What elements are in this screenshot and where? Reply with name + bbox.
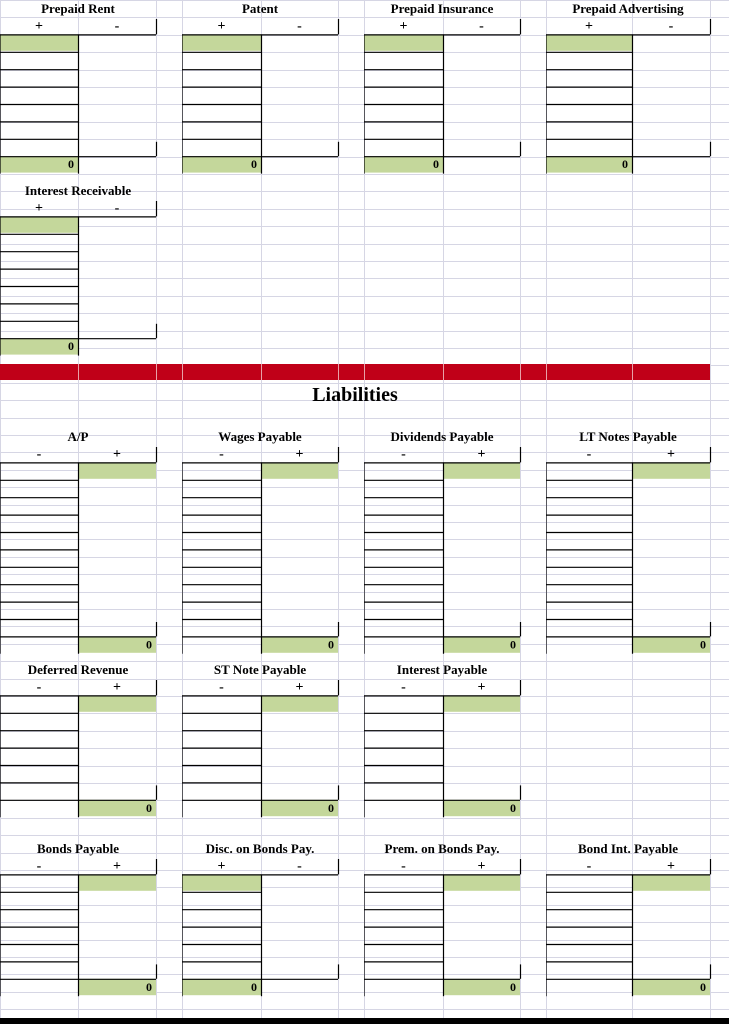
t-account-title: Prepaid Advertising bbox=[572, 1, 684, 16]
left-sign: - bbox=[219, 680, 224, 695]
balance-value: 0 bbox=[251, 157, 257, 172]
t-account-title: A/P bbox=[67, 429, 89, 444]
t-account-dividends-payable bbox=[364, 429, 521, 654]
t-account-title: ST Note Payable bbox=[213, 662, 307, 677]
left-sign: - bbox=[219, 447, 224, 462]
balance-value: 0 bbox=[700, 979, 706, 994]
left-sign: - bbox=[401, 680, 406, 695]
t-account-title: Wages Payable bbox=[218, 429, 302, 444]
t-account-title: Dividends Payable bbox=[390, 429, 494, 444]
balance-cell[interactable] bbox=[78, 636, 156, 652]
section-title-liabilities: Liabilities bbox=[312, 384, 398, 406]
right-sign: - bbox=[114, 201, 120, 216]
balance-cell[interactable] bbox=[632, 636, 710, 652]
balance-value: 0 bbox=[328, 637, 334, 652]
opening-entry-cell[interactable] bbox=[261, 462, 338, 478]
right-sign: + bbox=[295, 680, 304, 695]
right-sign: - bbox=[479, 19, 484, 34]
t-account-wages-payable bbox=[182, 429, 339, 654]
left-sign: - bbox=[401, 447, 406, 462]
opening-entry-cell[interactable] bbox=[443, 695, 520, 711]
balance-value: 0 bbox=[146, 979, 152, 994]
t-account-title: Bonds Payable bbox=[37, 841, 119, 856]
balance-cell[interactable] bbox=[78, 800, 156, 816]
opening-entry-cell[interactable] bbox=[261, 695, 338, 711]
left-sign: - bbox=[36, 859, 42, 874]
t-account-prem-on-bonds-pay bbox=[364, 841, 521, 996]
left-sign: - bbox=[586, 859, 592, 874]
t-account-title: Prem. on Bonds Pay. bbox=[384, 841, 500, 856]
balance-value: 0 bbox=[510, 800, 516, 815]
t-account-title: Interest Payable bbox=[396, 662, 488, 677]
t-account-lt-notes-payable bbox=[546, 429, 711, 654]
bottom-border-line bbox=[0, 1018, 729, 1024]
balance-value: 0 bbox=[328, 800, 334, 815]
balance-value: 0 bbox=[146, 637, 152, 652]
left-sign: + bbox=[217, 859, 226, 874]
balance-value: 0 bbox=[510, 979, 516, 994]
balance-cell[interactable] bbox=[443, 636, 520, 652]
balance-value: 0 bbox=[433, 157, 439, 172]
balance-cell[interactable] bbox=[546, 156, 632, 172]
balance-value: 0 bbox=[251, 979, 257, 994]
balance-value: 0 bbox=[68, 157, 74, 172]
right-sign: - bbox=[114, 19, 120, 34]
bottom-border bbox=[0, 1018, 729, 1024]
t-account-title: Deferred Revenue bbox=[27, 662, 129, 677]
opening-entry-cell[interactable] bbox=[546, 34, 632, 50]
balance-value: 0 bbox=[622, 157, 628, 172]
t-account-title: Prepaid Insurance bbox=[390, 1, 494, 16]
opening-entry-cell[interactable] bbox=[182, 874, 261, 890]
t-account-title: Prepaid Rent bbox=[41, 1, 115, 16]
left-sign: + bbox=[217, 19, 226, 34]
right-sign: - bbox=[297, 859, 302, 874]
section-divider-bar bbox=[0, 364, 710, 380]
balance-cell[interactable] bbox=[182, 156, 261, 172]
section-bar-fill bbox=[0, 364, 710, 380]
left-sign: - bbox=[36, 680, 42, 695]
balance-cell[interactable] bbox=[0, 156, 78, 172]
left-sign: + bbox=[399, 19, 408, 34]
t-account-interest-payable bbox=[364, 662, 521, 817]
balance-cell[interactable] bbox=[364, 156, 443, 172]
left-sign: - bbox=[401, 859, 406, 874]
left-sign: + bbox=[585, 19, 593, 34]
balance-cell[interactable] bbox=[443, 979, 520, 995]
balance-value: 0 bbox=[700, 637, 706, 652]
balance-cell[interactable] bbox=[0, 338, 78, 354]
balance-cell[interactable] bbox=[443, 800, 520, 816]
opening-entry-cell[interactable] bbox=[78, 462, 156, 478]
t-account-bond-int-payable bbox=[546, 841, 711, 996]
t-account-accounts-payable bbox=[0, 429, 157, 654]
opening-entry-cell[interactable] bbox=[632, 462, 710, 478]
right-sign: + bbox=[113, 447, 121, 462]
right-sign: - bbox=[297, 19, 302, 34]
opening-entry-cell[interactable] bbox=[632, 874, 710, 890]
t-account-title: Bond Int. Payable bbox=[577, 841, 679, 856]
right-sign: + bbox=[113, 680, 121, 695]
balance-value: 0 bbox=[146, 800, 152, 815]
right-sign: + bbox=[667, 859, 675, 874]
t-account-title: Interest Receivable bbox=[24, 183, 132, 198]
right-sign: + bbox=[113, 859, 121, 874]
left-sign: - bbox=[36, 447, 42, 462]
right-sign: + bbox=[295, 447, 304, 462]
opening-entry-cell[interactable] bbox=[0, 34, 78, 50]
balance-cell[interactable] bbox=[632, 979, 710, 995]
opening-entry-cell[interactable] bbox=[0, 216, 78, 232]
t-account-title: Patent bbox=[241, 1, 279, 16]
opening-entry-cell[interactable] bbox=[443, 462, 520, 478]
t-account-disc-on-bonds-pay bbox=[182, 841, 339, 996]
left-sign: + bbox=[35, 19, 43, 34]
right-sign: + bbox=[667, 447, 675, 462]
balance-cell[interactable] bbox=[261, 636, 338, 652]
opening-entry-cell[interactable] bbox=[182, 34, 261, 50]
balance-cell[interactable] bbox=[78, 979, 156, 995]
right-sign: - bbox=[668, 19, 674, 34]
balance-cell[interactable] bbox=[182, 979, 261, 995]
opening-entry-cell[interactable] bbox=[364, 34, 443, 50]
right-sign: + bbox=[477, 859, 486, 874]
t-account-st-note-payable bbox=[182, 662, 339, 817]
left-sign: - bbox=[586, 447, 592, 462]
left-sign: + bbox=[35, 201, 43, 216]
t-account-title: Disc. on Bonds Pay. bbox=[205, 841, 315, 856]
right-sign: + bbox=[477, 447, 486, 462]
balance-cell[interactable] bbox=[261, 800, 338, 816]
opening-entry-cell[interactable] bbox=[78, 695, 156, 711]
t-accounts bbox=[0, 1, 711, 996]
opening-entry-cell[interactable] bbox=[443, 874, 520, 890]
balance-value: 0 bbox=[68, 339, 74, 354]
t-account-title: LT Notes Payable bbox=[579, 429, 677, 444]
opening-entry-cell[interactable] bbox=[78, 874, 156, 890]
right-sign: + bbox=[477, 680, 486, 695]
balance-value: 0 bbox=[510, 637, 516, 652]
